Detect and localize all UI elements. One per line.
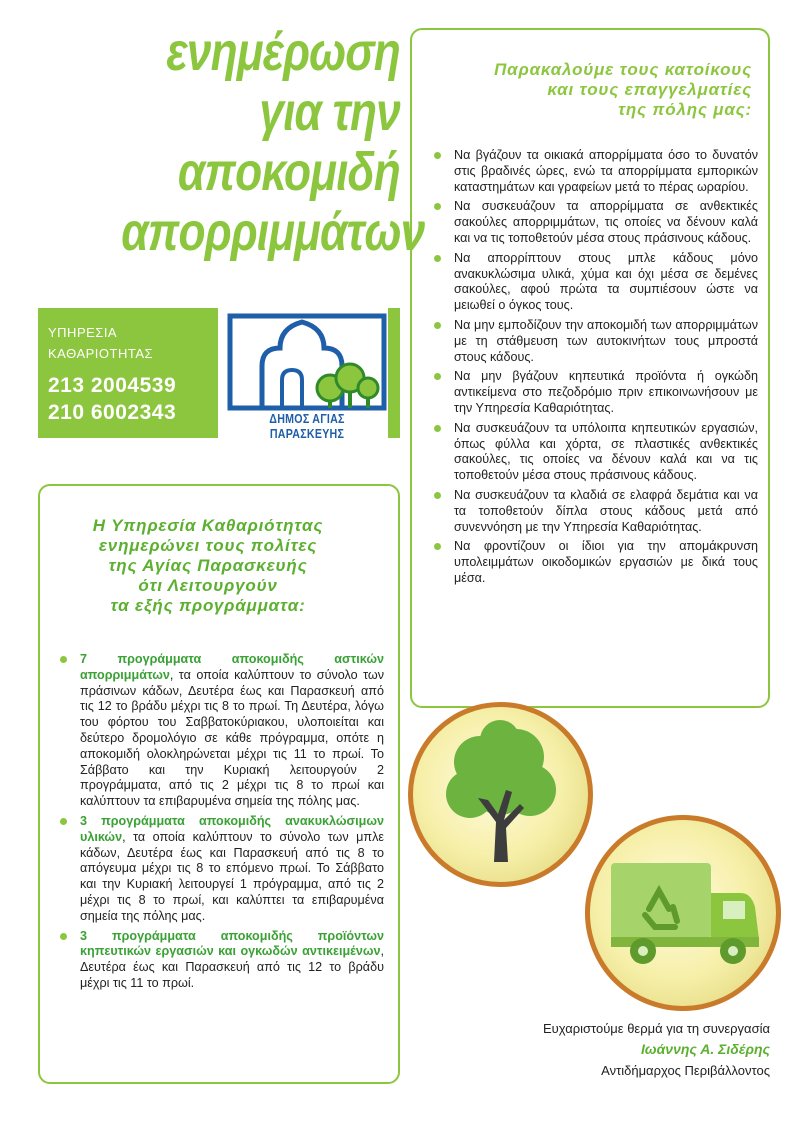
- program-title: 3 προγράμματα αποκομιδής ανακυκλώσιμων υλικών: [80, 813, 384, 844]
- list-item-text: Να βγάζουν τα οικιακά απορρίμματα όσο το δυνατόν στις βραδινές ώρες, ενώ τα απορρίμματα εμπορικών καταστημάτων και γραφείων μετά το πέρας ωραρίου.: [454, 148, 758, 194]
- bullet-icon: [434, 373, 441, 380]
- bullet-icon: [434, 152, 441, 159]
- service-line: ΥΠΗΡΕΣΙΑ: [48, 325, 118, 340]
- heading-line: της πόλης μας:: [618, 100, 752, 119]
- programs-list: [54, 652, 384, 996]
- list-item: [432, 421, 758, 484]
- heading-line: και τους επαγγελματίες: [547, 80, 752, 99]
- list-item: [432, 251, 758, 314]
- municipality-logo: [222, 308, 392, 441]
- bullet-icon: [434, 543, 441, 550]
- program-text: , Δευτέρα έως και Παρασκευή από τις 12 το βράδυ μέχρι τις 11 το πρωί.: [80, 944, 384, 990]
- list-item: [432, 539, 758, 586]
- list-item-text: Να μην εμποδίζουν την αποκομιδή των απορριμμάτων με τη στάθμευση των αυτοκινήτων τους μπροστά στους κάδους.: [454, 317, 758, 364]
- list-item-text: Να μην βγάζουν κηπευτικά προϊόντα ή ογκώδη αντικείμενα στο πεζοδρόμιο πριν επικοινωνήσουν με την Υπηρεσία Καθαριότητας.: [454, 369, 758, 415]
- signature: [543, 1018, 770, 1081]
- page-title: [121, 22, 425, 262]
- bullet-icon: [60, 656, 67, 663]
- list-item-text: Να απορρίπτουν στους μπλε κάδους μόνο ανακυκλώσιμα υλικά, χύμα και όχι μέσα σε δεμένες σακούλες, αφού πρώτα τα συμπιέσουν ώστε να μειωθεί ο όγκος τους.: [454, 250, 758, 313]
- phone-numbers: [48, 372, 176, 426]
- logo-caption: ΔΗΜΟΣ ΑΓΙΑΣ ΠΑΡΑΣΚΕΥΗΣ: [269, 411, 345, 441]
- title-line: ενημέρωση: [166, 22, 400, 82]
- bullet-icon: [434, 203, 441, 210]
- bullet-icon: [60, 933, 67, 940]
- list-item-text: Να συσκευάζουν τα υπόλοιπα κηπευτικών εργασιών, όπως φύλλα και χόρτα, σε πλαστικές ανθεκτικές σακούλες, τις οποίες να δένουν καλά και να τις τοποθετούν μέσα στους πράσινους κάδους.: [454, 420, 758, 483]
- heading-line: ενημερώνει τους πολίτες: [98, 536, 318, 555]
- program-text: , τα οποία καλύπτουν το σύνολο των μπλε κάδων, Δευτέρα έως και Παρασκευή από τις 8 το απόγευμα μέχρι τις 8 το επόμενο πρωί. Το Σάββατο και την Κυριακή λειτουργεί 1 πρόγραμμα, από τις 2 μέχρι τις 8 το πρωί, και καλύπτει τα επιβαρυμένα σημεία της πόλης μας.: [80, 829, 384, 923]
- truck-illustration: [585, 815, 781, 1011]
- program-title: 7 προγράμματα αποκομιδής αστικών απορριμμάτων: [80, 652, 384, 682]
- service-name: [48, 322, 153, 364]
- heading-line: της Αγίας Παρασκευής: [108, 556, 308, 575]
- divider: [388, 308, 400, 438]
- program-title: 3 προγράμματα αποκομιδής προϊόντων κηπευτικών εργασιών και ογκωδών αντικειμένων: [80, 928, 384, 959]
- program-text: , τα οποία καλύπτουν το σύνολο των πράσινων κάδων, Δευτέρα έως και Παρασκευή από τις 12 το βράδυ μέχρι τις 8 το πρωί. Τη Δευτέρα, λόγω του φόρτου του Σαββατοκύριακου, υλοποιείται και δεύτερο δρομολόγιο σε κάθε πρόγραμμα, οπότε η αποκομιδή ολοκληρώνεται μέχρι τις 11 το πρωί. Το Σάββατο και την Κυριακή λειτουργούν 2 προγράμματα, από τις 2 μέχρι τις 8 το πρωί και καλύπτουν τα επιβαρυμένα σημεία της πόλης μας.: [80, 667, 384, 809]
- bullet-icon: [60, 818, 67, 825]
- list-item-text: Να συσκευάζουν τα κλαδιά σε ελαφρά δεμάτια και να τα τοποθετούν δίπλα στους κάδους μετά από συνεννόηση με την Υπηρεσία Καθαριότητας.: [454, 487, 758, 534]
- list-item-text: Να συσκευάζουν τα απορρίμματα σε ανθεκτικές σακούλες απορριμμάτων, τις οποίες να δένουν καλά και να τις τοποθετούν μέσα στους πράσινους κάδους.: [454, 199, 758, 245]
- service-line: ΚΑΘΑΡΙΟΤΗΤΑΣ: [48, 346, 154, 361]
- list-item: [54, 652, 384, 810]
- thanks-text: Ευχαριστούμε θερμά για τη συνεργασία: [542, 1021, 770, 1036]
- heading-line: ότι Λειτουργούν: [138, 576, 278, 595]
- recycling-truck-icon: [585, 815, 781, 1011]
- list-item: [432, 488, 758, 535]
- title-line: αποκομιδή: [177, 142, 400, 202]
- phone-number: 210 6002343: [48, 401, 177, 424]
- programs-box: [38, 484, 400, 1084]
- phone-number: 213 2004539: [48, 374, 177, 397]
- programs-heading: [58, 516, 358, 616]
- bullet-icon: [434, 322, 441, 329]
- request-box: [410, 28, 770, 708]
- signatory-name: Ιωάννης Α. Σιδέρης: [641, 1041, 770, 1057]
- title-line: για την: [259, 82, 400, 142]
- bullet-icon: [434, 425, 441, 432]
- title-line: απορριμμάτων: [121, 202, 425, 262]
- list-item: [432, 318, 758, 365]
- heading-line: Η Υπηρεσία Καθαριότητας: [92, 516, 324, 535]
- list-item: [432, 199, 758, 246]
- tree-illustration: [408, 702, 593, 887]
- list-item: [432, 148, 758, 195]
- signatory-role: Αντιδήμαρχος Περιβάλλοντος: [601, 1063, 770, 1078]
- list-item: [54, 814, 384, 925]
- tree-icon: [408, 702, 593, 887]
- request-list: [432, 148, 758, 591]
- contact-box: [38, 308, 218, 438]
- bullet-icon: [434, 492, 441, 499]
- heading-line: Παρακαλούμε τους κατοίκους: [494, 60, 752, 79]
- list-item: [432, 369, 758, 416]
- bullet-icon: [434, 255, 441, 262]
- request-heading: [494, 60, 752, 120]
- list-item-text: Να φροντίζουν οι ίδιοι για την απομάκρυνση υπολειμμάτων οικοδομικών εργασιών με δικά τους μέσα.: [454, 539, 758, 585]
- list-item: [54, 929, 384, 992]
- heading-line: τα εξής προγράμματα:: [110, 596, 306, 615]
